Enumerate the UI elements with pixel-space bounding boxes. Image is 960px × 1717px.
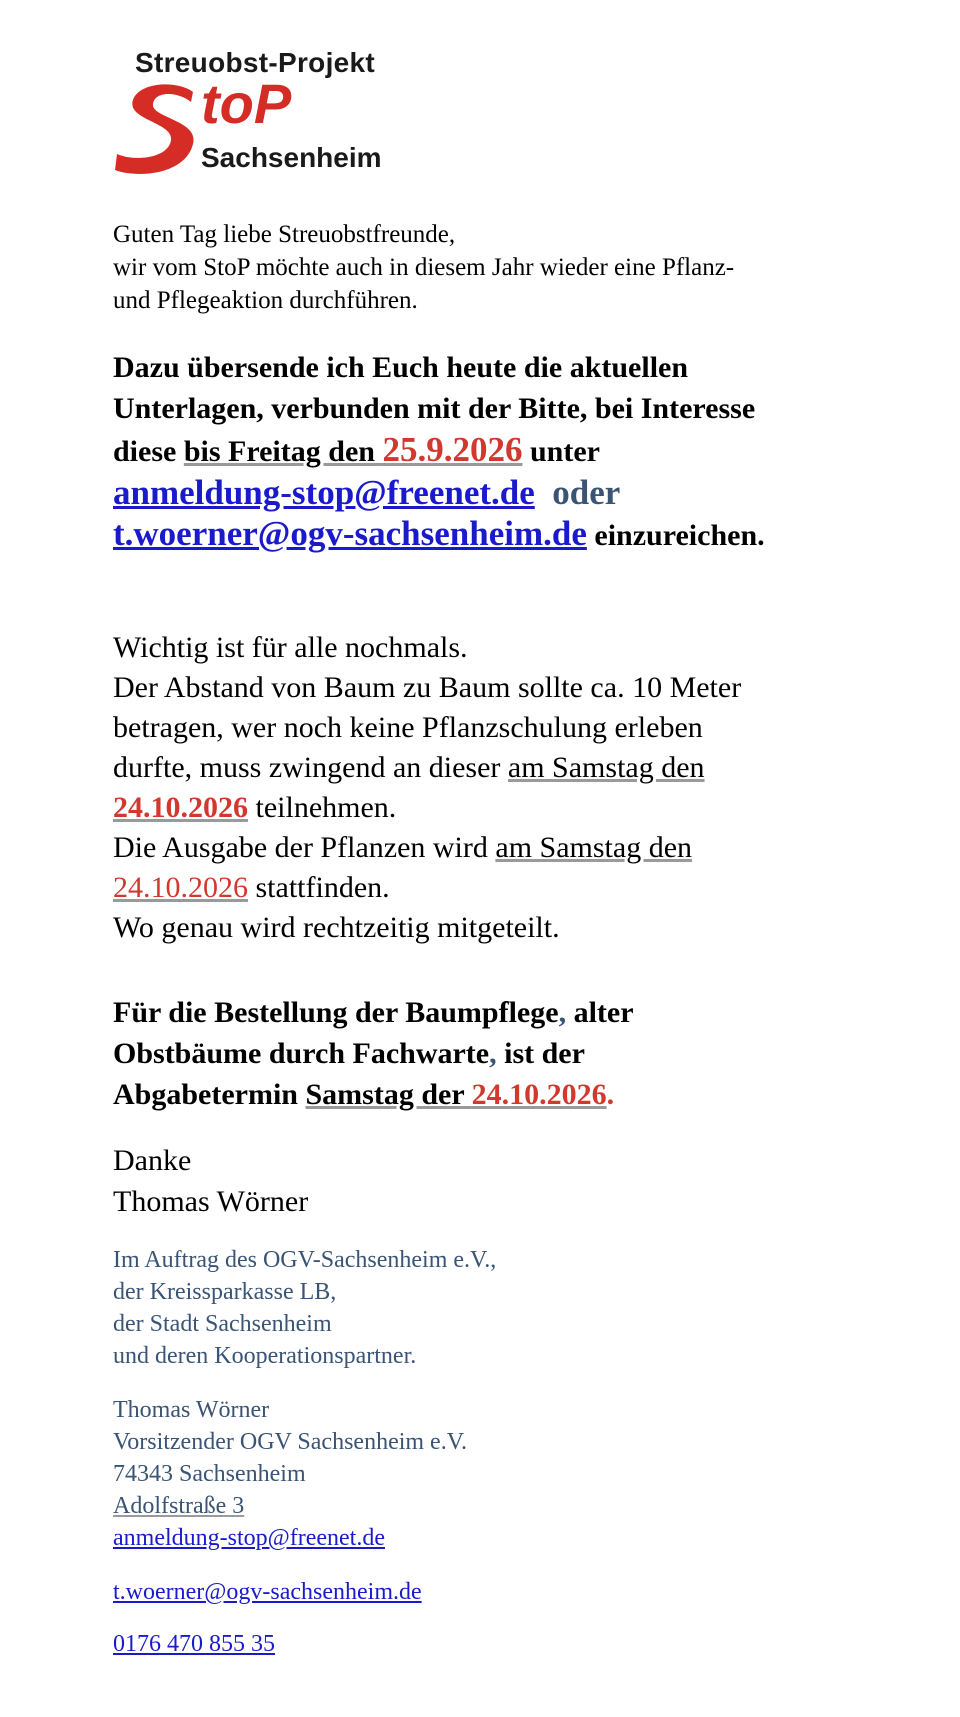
signature-city: 74343 Sachsenheim — [113, 1461, 306, 1487]
signature-name: Thomas Wörner — [113, 1397, 270, 1423]
order-line — [113, 1033, 634, 1074]
important-line: Wo genau wird rechtzeitig mitgeteilt. — [113, 911, 560, 944]
request-line: Unterlagen, verbunden mit der Bitte, bei Interesse — [113, 392, 756, 425]
email-link-anmeldung[interactable]: anmeldung-stop@freenet.de — [113, 473, 535, 512]
signature-street-link[interactable]: Adolfstraße 3 — [113, 1493, 245, 1519]
mandate-line: der Stadt Sachsenheim — [113, 1311, 332, 1337]
important-line — [113, 868, 741, 908]
request-line: Dazu übersende ich Euch heute die aktuellen — [113, 351, 689, 384]
important-line — [113, 748, 741, 788]
important-line: betragen, wer noch keine Pflanzschulung erleben — [113, 711, 703, 744]
text: Für die Bestellung der Baumpflege — [113, 996, 559, 1029]
email-link-woerner[interactable]: t.woerner@ogv-sachsenheim.de — [113, 514, 587, 553]
logo-top-text: Streuobst-Projekt — [135, 47, 376, 78]
deadline-label: bis Freitag den — [183, 435, 383, 468]
phone-link[interactable]: 0176 470 855 35 — [113, 1631, 275, 1657]
deadline-date: 25.9.2026 — [382, 430, 523, 469]
text: durfte, muss zwingend an dieser — [113, 751, 508, 784]
text: , — [489, 1037, 497, 1070]
greeting — [113, 218, 734, 317]
text: stattfinden. — [248, 871, 390, 904]
important-line: Der Abstand von Baum zu Baum sollte ca. 10 Meter — [113, 671, 742, 704]
sender-name: Thomas Wörner — [113, 1185, 309, 1218]
request-email-line — [113, 513, 765, 556]
order-deadline-date: 24.10.2026 — [471, 1078, 607, 1111]
text: , — [558, 996, 567, 1029]
text: unter — [522, 435, 600, 468]
closing — [113, 1140, 308, 1222]
mandate-line: der Kreissparkasse LB, — [113, 1279, 337, 1305]
mandate-line: Im Auftrag des OGV-Sachsenheim e.V., — [113, 1247, 497, 1273]
request-paragraph — [113, 347, 765, 556]
greeting-line: wir vom StoP möchte auch in diesem Jahr wieder eine Pflanz- — [113, 254, 735, 281]
text: . — [606, 1078, 615, 1111]
mandate-block — [113, 1244, 496, 1372]
logo-word: toP — [201, 72, 292, 135]
order-line — [113, 1074, 634, 1115]
stop-logo — [113, 42, 433, 182]
logo-bottom-text: Sachsenheim — [201, 142, 382, 173]
text: Abgabetermin — [113, 1078, 306, 1111]
greeting-line: Guten Tag liebe Streuobstfreunde, — [113, 221, 456, 248]
contact-email — [113, 1576, 422, 1608]
text: ist der — [496, 1037, 585, 1070]
important-paragraph — [113, 628, 741, 948]
date-label: am Samstag den — [507, 751, 705, 784]
text: einzureichen. — [586, 519, 765, 552]
greeting-line: und Pflegeaktion durchführen. — [113, 287, 418, 314]
training-date: 24.10.2026 — [113, 791, 248, 824]
signature-email-link[interactable]: anmeldung-stop@freenet.de — [113, 1525, 386, 1551]
text: alter — [566, 996, 634, 1029]
order-line — [113, 992, 634, 1033]
text: Obstbäume durch Fachwarte — [113, 1037, 490, 1070]
date-label: Samstag der — [305, 1078, 472, 1111]
important-line — [113, 788, 741, 828]
text: teilnehmen. — [248, 791, 397, 824]
distribution-date: 24.10.2026 — [113, 871, 248, 904]
request-line — [113, 429, 765, 472]
text: Die Ausgabe der Pflanzen wird — [113, 831, 496, 864]
order-paragraph — [113, 992, 634, 1115]
mandate-line: und deren Kooperationspartner. — [113, 1343, 417, 1369]
or-text: oder — [552, 473, 621, 512]
request-email-line — [113, 472, 765, 513]
date-label: am Samstag den — [495, 831, 693, 864]
thanks-text: Danke — [113, 1144, 192, 1177]
signature-role: Vorsitzender OGV Sachsenheim e.V. — [113, 1429, 467, 1455]
contact-phone — [113, 1628, 275, 1660]
signature-block — [113, 1394, 467, 1554]
important-line: Wichtig ist für alle nochmals. — [113, 631, 468, 664]
important-line — [113, 828, 741, 868]
logo-s-icon — [113, 78, 203, 178]
text: diese — [113, 435, 184, 468]
contact-email-link[interactable]: t.woerner@ogv-sachsenheim.de — [113, 1579, 422, 1605]
